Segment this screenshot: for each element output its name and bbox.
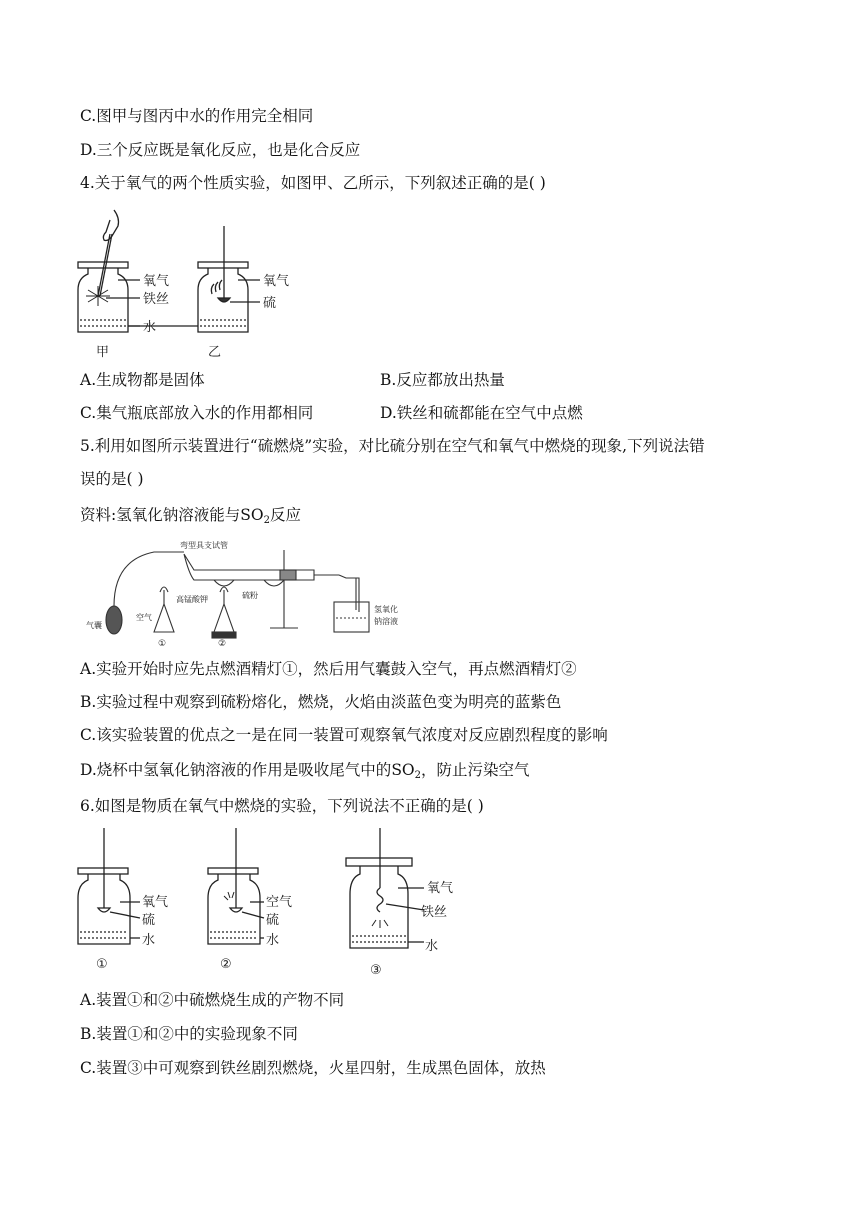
q5-option-b: B.实验过程中观察到硫粉熔化，燃烧，火焰由淡蓝色变为明亮的蓝紫色	[80, 693, 562, 711]
b2-gas: 空气	[266, 895, 293, 910]
q5-option-d-text: D.烧杯中氢氧化钠溶液的作用是吸收尾气中的	[80, 761, 392, 779]
q5-option-a: A.实验开始时应先点燃酒精灯①，然后用气囊鼓入空气，再点燃酒精灯②	[80, 660, 577, 678]
sulfur-powder-label: 硫粉	[242, 591, 258, 600]
b1-gas: 氧气	[142, 895, 169, 910]
q5-option-d-so: SO	[391, 761, 415, 779]
q5-apparatus-figure	[84, 540, 414, 652]
q4-option-c: C.集气瓶底部放入水的作用都相同	[80, 404, 314, 422]
b1-caption: ①	[96, 957, 108, 972]
q3-option-d: D.三个反应既是氧化反应，也是化合反应	[80, 141, 361, 159]
b3-water: 水	[425, 939, 439, 954]
q5-note-sub: 2	[263, 515, 270, 526]
naoh-label-2: 钠溶液	[374, 617, 398, 626]
q4-stem: 4.关于氧气的两个性质实验，如图甲、乙所示，下列叙述正确的是( )	[80, 174, 546, 192]
jar-jia	[78, 210, 140, 332]
q3-option-c: C.图甲与图丙中水的作用完全相同	[80, 107, 314, 125]
b2-water: 水	[266, 933, 280, 948]
q6-option-a: A.装置①和②中硫燃烧生成的产物不同	[80, 991, 345, 1009]
b2-sulfur: 硫	[266, 913, 280, 928]
q4-option-a: A.生成物都是固体	[80, 371, 205, 389]
q5-option-d-sub: 2	[414, 770, 422, 781]
yi-caption: 乙	[208, 345, 222, 360]
jia-caption: 甲	[96, 345, 110, 360]
q5-stem-line1: 5.利用如图所示装置进行“硫燃烧”实验，对比硫分别在空气和氧气中燃烧的现象,下列说法错	[80, 437, 705, 455]
b1-sulfur: 硫	[142, 913, 156, 928]
b3-wire: 铁丝	[421, 905, 448, 920]
q5-note	[80, 505, 301, 531]
yi-oxygen-label: 氧气	[263, 274, 290, 289]
bottle-3	[346, 828, 424, 948]
q5-option-d	[80, 760, 530, 786]
q5-option-c: C.该实验装置的优点之一是在同一装置可观察氧气浓度对反应剧烈程度的影响	[80, 726, 608, 744]
jar-yi	[198, 226, 260, 332]
q6-stem: 6.如图是物质在氧气中燃烧的实验，下列说法不正确的是( )	[80, 797, 484, 815]
q5-note-post: 反应	[269, 506, 301, 524]
q6-option-c: C.装置③中可观察到铁丝剧烈燃烧，火星四射，生成黑色固体，放热	[80, 1059, 546, 1077]
b1-water: 水	[142, 933, 156, 948]
lamp2-label: ②	[218, 639, 227, 649]
yi-sulfur-label: 硫	[263, 296, 277, 311]
q4-figure	[74, 206, 304, 362]
naoh-label-1: 氢氧化	[374, 605, 398, 614]
q5-note-text: 资料:氢氧化钠溶液能与	[80, 506, 241, 524]
q5-note-so: SO	[240, 506, 264, 524]
q6-figure	[76, 828, 476, 980]
tube-label: 弯型具支试管	[180, 541, 228, 550]
q5-option-d-post: ，防止污染空气	[421, 761, 530, 779]
kmno4-label: 高锰酸钾	[176, 595, 208, 604]
jia-oxygen-label: 氧气	[143, 274, 170, 289]
q6-option-b: B.装置①和②中的实验现象不同	[80, 1025, 298, 1043]
jia-wire-label: 铁丝	[143, 292, 170, 307]
bottle-1	[78, 828, 140, 944]
b2-caption: ②	[220, 957, 232, 972]
b3-caption: ③	[370, 963, 382, 978]
bag-label: 气囊	[86, 621, 102, 630]
b3-gas: 氧气	[427, 881, 454, 896]
q5-stem-line2: 误的是( )	[80, 470, 144, 488]
lamp1-label: ①	[158, 639, 167, 649]
jia-water-label: 水	[143, 320, 157, 335]
q4-option-b: B.反应都放出热量	[380, 371, 505, 389]
bottle-2	[208, 828, 264, 944]
q4-option-d: D.铁丝和硫都能在空气中点燃	[380, 404, 583, 422]
air-label: 空气	[136, 613, 152, 622]
